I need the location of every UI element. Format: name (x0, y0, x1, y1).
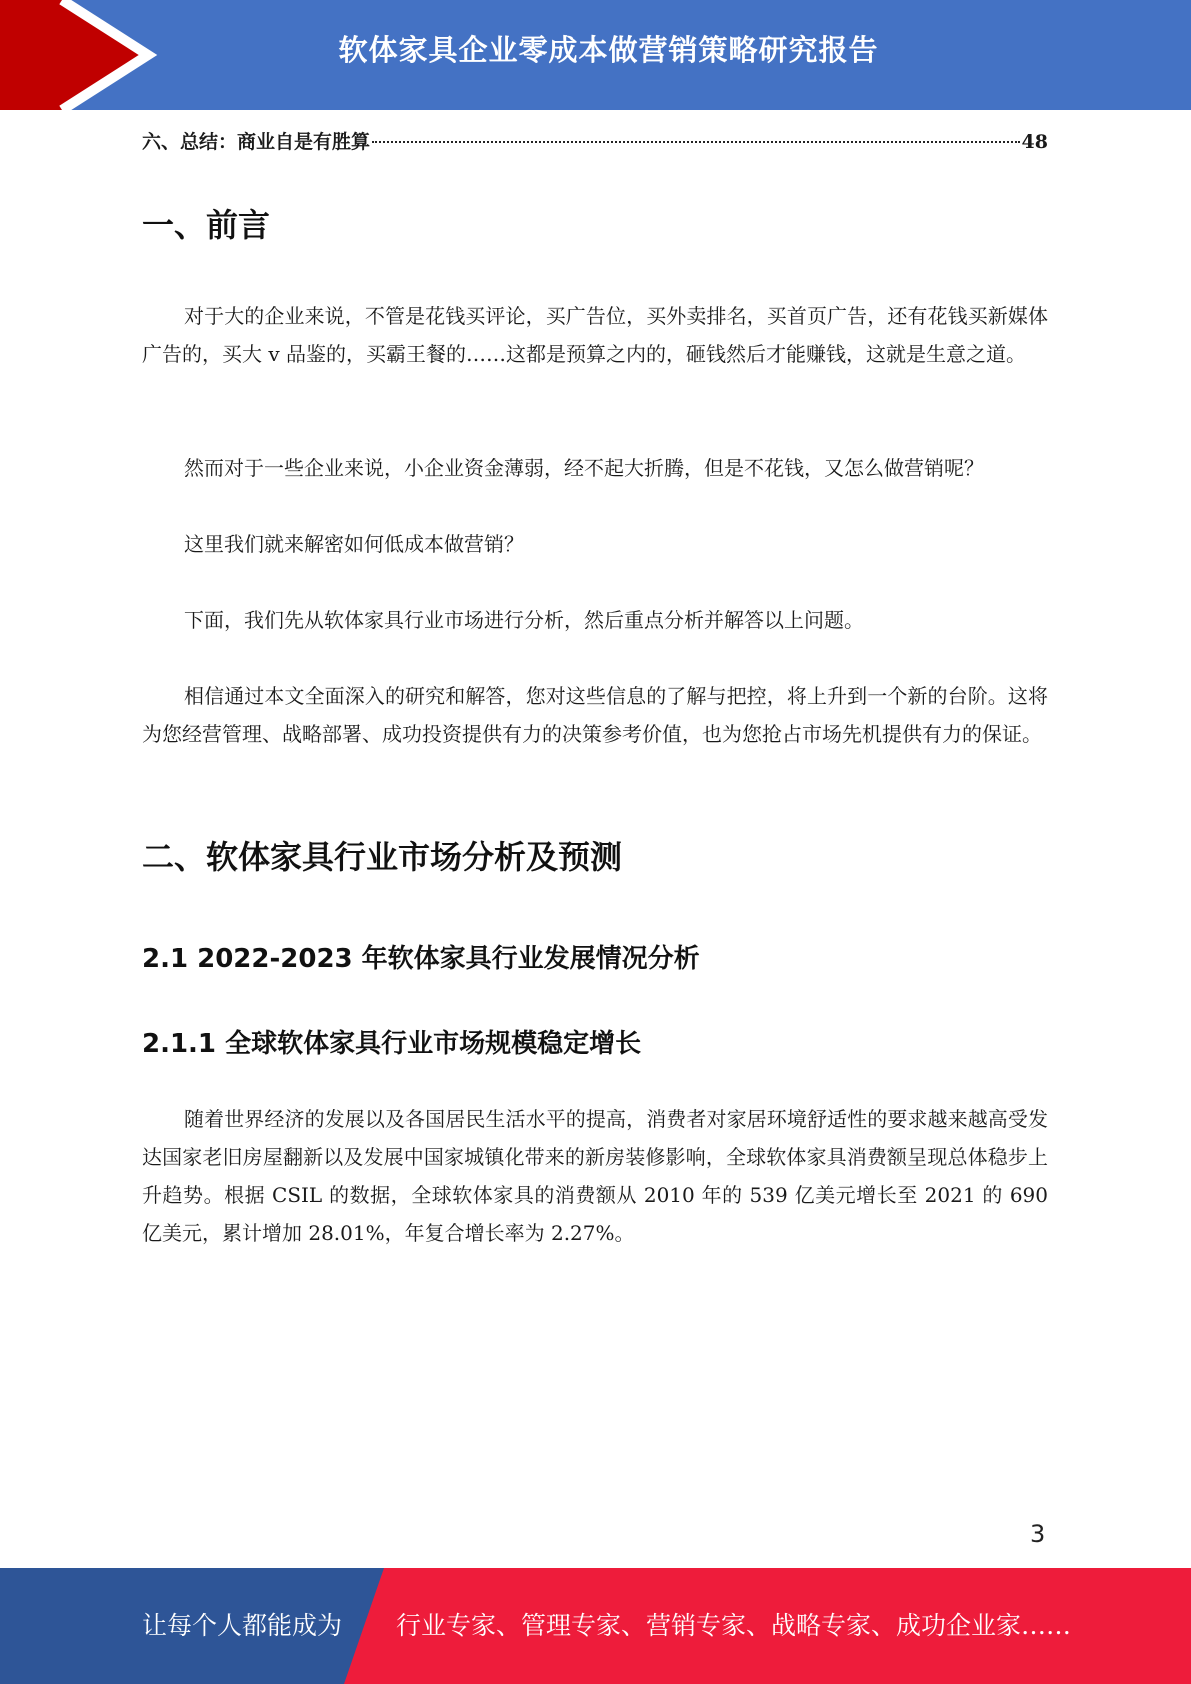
paragraph-preface-2: 然而对于一些企业来说，小企业资金薄弱，经不起大折腾，但是不花钱，又怎么做营销呢？ (184, 456, 984, 480)
paragraph-preface-4: 下面，我们先从软体家具行业市场进行分析，然后重点分析并解答以上问题。 (184, 608, 864, 632)
paragraph-preface-5: 相信通过本文全面深入的研究和解答，您对这些信息的了解与把控，将上升到一个新的台阶。这将为您经营管理、战略部署、成功投资提供有力的决策参考价值，也为您抢占市场先机提供有力的保证。 (142, 684, 1048, 746)
toc-entry-label: 六、总结：商业自是有胜算 (142, 131, 371, 153)
heading-market-analysis: 二、软体家具行业市场分析及预测 (142, 838, 623, 876)
footer-slogan-right: 行业专家、管理专家、营销专家、战略专家、成功企业家…… (396, 1611, 1072, 1640)
paragraph-preface-1: 对于大的企业来说，不管是花钱买评论，买广告位，买外卖排名，买首页广告，还有花钱买新媒体广告的，买大 v 品鉴的，买霸王餐的……这都是预算之内的，砸钱然后才能赚钱，这就是生意之道。 (142, 304, 1048, 366)
page-number: 3 (1030, 1520, 1046, 1548)
paragraph-preface-3: 这里我们就来解密如何低成本做营销？ (184, 532, 524, 556)
heading-development-2-1: 2.1 2022-2023 年软体家具行业发展情况分析 (142, 944, 700, 974)
heading-preface: 一、前言 (142, 206, 271, 244)
footer-slogan-left: 让每个人都能成为 (142, 1611, 343, 1640)
page-header (0, 0, 1191, 110)
heading-global-2-1-1: 2.1.1 全球软体家具行业市场规模稳定增长 (142, 1029, 642, 1059)
page-footer (0, 1568, 1191, 1684)
toc-entry-page: 48 (1021, 131, 1048, 153)
toc-leader-dots (372, 141, 1020, 143)
document-title: 软体家具企业零成本做营销策略研究报告 (338, 33, 879, 67)
paragraph-global-market: 随着世界经济的发展以及各国居民生活水平的提高，消费者对家居环境舒适性的要求越来越高受发达国家老旧房屋翻新以及发展中国家城镇化带来的新房装修影响，全球软体家具消费额呈现总体稳步上升趋势。根据 CSIL 的数据，全球软体家具的消费额从 2010 年的 539 亿美元增长至 2021 的 690 亿美元，累计增加 28.01%，年复合增长率为 2.27%。 (142, 1107, 1048, 1245)
toc-entry[interactable] (142, 127, 1048, 161)
